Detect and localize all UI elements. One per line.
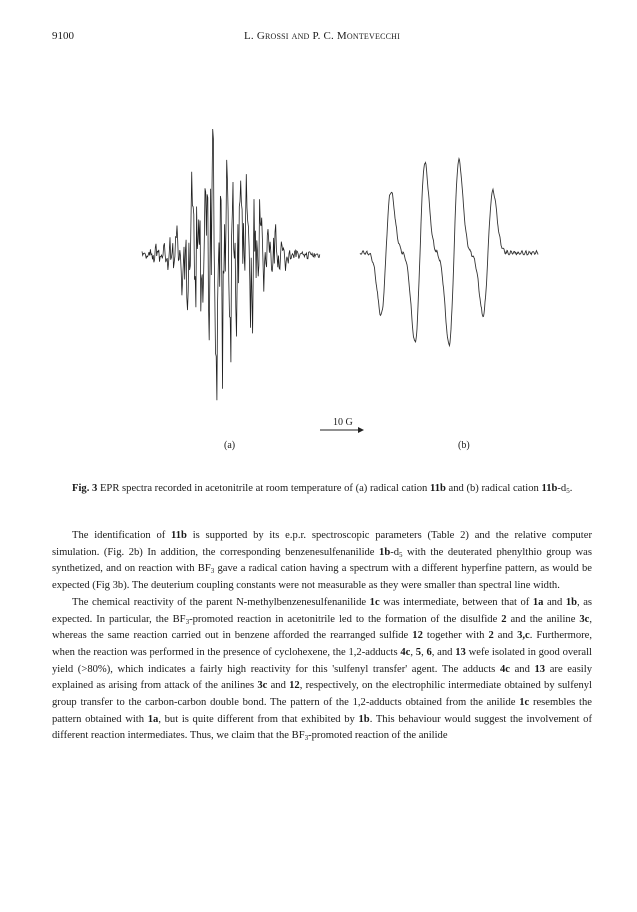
text-run: , (410, 646, 416, 658)
panel-a-label: (a) (224, 440, 236, 451)
caption-text: EPR spectra recorded in acetonitrile at room temperature of (a) radical cation (97, 483, 430, 494)
caption-text: . (569, 483, 573, 494)
text-run: , whereas the same reaction carried out in benzene afforded the rearranged sulfide (52, 613, 592, 642)
text-run: The chemical reactivity of the parent N-methylbenzenesulfenanilide (72, 596, 370, 608)
compound-ref: 3c (579, 613, 590, 625)
text-run: together with (422, 630, 489, 642)
page-number: 9100 (52, 30, 74, 42)
compound-ref: 2 (488, 630, 494, 642)
compound-ref: 1b (358, 713, 370, 725)
text-run: -d (390, 546, 400, 558)
subscript: 3 (210, 567, 215, 576)
compound-ref: 2 (501, 613, 507, 625)
figure-3 (120, 75, 560, 470)
text-run: , but is quite different from that exhibited by (158, 713, 359, 725)
caption-subscript: 5 (566, 487, 570, 495)
panel-b-label: (b) (458, 440, 470, 451)
caption-text: and (b) radical cation (445, 483, 542, 494)
text-run: , respectively, on the electrophilic intermediate obtained by sulfenyl group transfer to the carbon-carbon double bond. The pattern of the 1,2-adducts obtained from the anilide (52, 680, 593, 709)
figure-caption (72, 481, 582, 498)
running-head: L. Grossi and P. C. Montevecchi (244, 30, 400, 42)
compound-ref: 12 (412, 630, 423, 642)
compound-ref: 1a (147, 713, 159, 725)
subscript: 3 (185, 617, 190, 626)
compound-ref: 1c (369, 596, 380, 608)
caption-label: Fig. 3 (72, 483, 98, 494)
compound-ref: 6 (426, 646, 432, 658)
body-text (52, 528, 592, 745)
text-run: gave a radical cation having a spectrum with a different hyperfine pattern, as would be expected (Fig 3b). The deuterium coupling constants were not measurable as they were smaller than spectral line width. (52, 563, 593, 592)
subscript: 5 (399, 550, 403, 559)
text-run: was intermediate, between that of (379, 596, 533, 608)
text-run: The identification of (72, 530, 172, 541)
caption-text: -d (557, 483, 567, 494)
compound-ref: 1b (379, 546, 391, 558)
text-run: -promoted reaction in acetonitrile led to the formation of the disulfide (189, 613, 502, 625)
compound-ref: 13 (455, 646, 466, 658)
compound-ref: 12 (289, 680, 300, 692)
epr-spectrum-a (142, 129, 320, 400)
text-run: , and (431, 646, 456, 658)
compound-ref: 3c (257, 680, 268, 692)
caption-compound: 11b (541, 483, 558, 494)
text-run: and (509, 663, 535, 675)
text-run: . Furthermore, when the reaction was performed in the presence of cyclohexene, the 1,2-adducts (52, 630, 592, 658)
scale-label: 10 G (333, 417, 353, 428)
caption-compound: 11b (429, 483, 446, 494)
compound-ref: 4c (400, 646, 411, 658)
text-run: wefe isolated in good overall yield (>80%), which indicates a fairly high reactivity for this 'sulfenyl transfer' agent. The adducts (52, 646, 592, 675)
compound-ref: 4c (499, 663, 510, 675)
compound-ref: 3,c (517, 630, 530, 642)
compound-ref: 1c (519, 697, 530, 709)
compound-ref: 1a (532, 596, 544, 608)
compound-ref: 13 (534, 663, 546, 675)
text-run: is supported by its e.p.r. spectroscopic parameters (Table 2) and the relative computer simulation. (Fig. 2b) In addition, the corresponding benzenesulfenanilide (52, 530, 592, 558)
epr-spectra-figure (120, 75, 560, 470)
text-run: are easily explained as arising from attack of the anilines (52, 663, 592, 692)
text-run: and the aniline (506, 613, 580, 625)
text-run: and (493, 630, 518, 642)
compound-ref: 1b (565, 596, 578, 608)
text-run: -promoted reaction of the anilide (308, 730, 448, 742)
text-run: and (267, 680, 290, 692)
text-run: with the deuterated phenylthio group was synthetized, and on reaction with BF (52, 546, 592, 575)
compound-ref: 11b (171, 530, 187, 541)
paragraph-2 (52, 595, 592, 745)
text-run: , (421, 646, 427, 658)
epr-spectrum-b (360, 159, 538, 346)
text-run: and (543, 596, 566, 608)
subscript: 3 (304, 734, 309, 743)
text-run: resembles the pattern obtained with (52, 697, 592, 725)
compound-ref: 5 (415, 646, 422, 658)
text-run: . This behaviour would suggest the involvement of different reaction intermediates. Thus, we claim that the BF (52, 713, 592, 742)
text-run: , as expected. In particular, the BF (52, 596, 593, 625)
paragraph-1 (52, 528, 592, 595)
